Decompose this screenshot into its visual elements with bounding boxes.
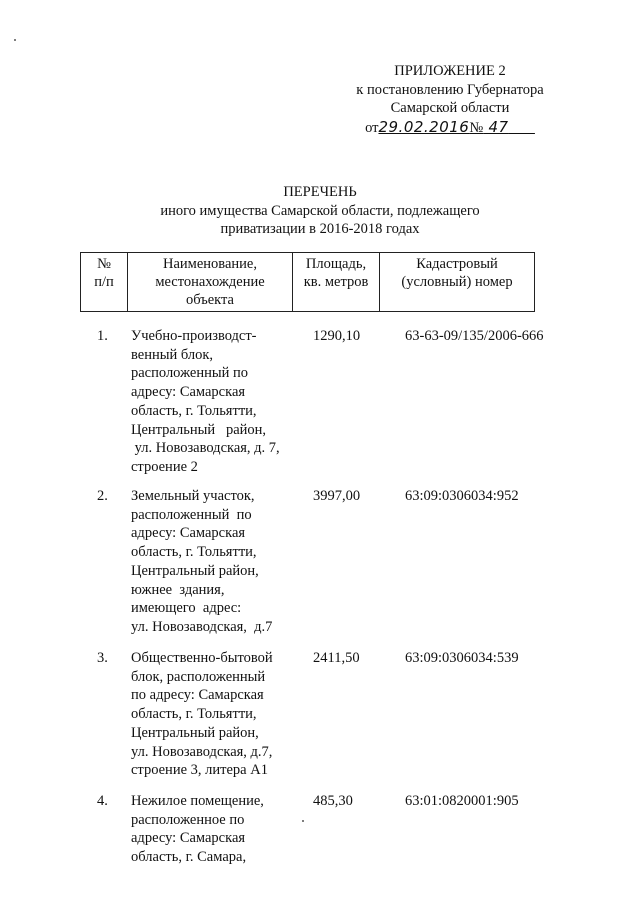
- scan-speck: [302, 820, 304, 822]
- row-2-cadastral: 63:09:0306034:952: [405, 488, 519, 504]
- document-title: [100, 183, 540, 239]
- row-4-cadastral: 63:01:0820001:905: [405, 793, 519, 809]
- appendix-title: ПРИЛОЖЕНИЕ 2: [394, 63, 506, 79]
- title-line-3: приватизации в 2016-2018 годах: [220, 221, 420, 237]
- row-1-cadastral: 63-63-09/135/2006-666: [405, 328, 544, 344]
- date-prefix: от: [365, 119, 379, 136]
- row-4-number: 4.: [97, 793, 108, 809]
- row-3-cadastral: 63:09:0306034:539: [405, 650, 519, 666]
- appendix-block: [340, 62, 560, 137]
- row-3-number: 3.: [97, 650, 108, 666]
- number-value: 47: [488, 117, 509, 136]
- row-4-name: Нежилое помещение, расположенное по адресу: Самарская область, г. Самара,: [131, 793, 264, 866]
- row-2-number: 2.: [97, 488, 108, 504]
- header-name: Наименование, местонахождение объекта: [128, 253, 293, 312]
- header-cadastral: Кадастровый (условный) номер: [380, 253, 535, 312]
- header-number: № п/п: [81, 253, 128, 312]
- scan-speck: [14, 39, 16, 41]
- row-2-name: Земельный участок, расположенный по адресу: Самарская область, г. Тольятти, Центральный район, южнее здания, имеющего адрес: ул. Новозаводская, д.7: [131, 488, 273, 635]
- row-4-area: 485,30: [313, 793, 353, 809]
- title-line-2: иного имущества Самарской области, подлежащего: [160, 202, 480, 219]
- header-area: Площадь, кв. метров: [293, 253, 380, 312]
- date-value: 29.02.2016: [378, 117, 470, 136]
- table-header: [80, 252, 535, 312]
- appendix-line-region: Самарской области: [390, 100, 510, 116]
- row-1-name: Учебно-производст- венный блок, расположенный по адресу: Самарская область, г. Тольятти, Центральный район, ул. Новозаводская, д. 7, строение 2: [131, 328, 280, 475]
- title-heading: ПЕРЕЧЕНЬ: [283, 184, 357, 200]
- appendix-date-line: [340, 118, 560, 138]
- row-3-name: Общественно-бытовой блок, расположенный по адресу: Самарская область, г. Тольятти, Центральный район, ул. Новозаводская, д.7, строение 3, литера А1: [131, 650, 273, 779]
- row-2-area: 3997,00: [313, 488, 361, 504]
- appendix-line-decree: к постановлению Губернатора: [356, 81, 544, 98]
- row-1-area: 1290,10: [313, 328, 361, 344]
- row-1-number: 1.: [97, 328, 108, 344]
- row-3-area: 2411,50: [313, 650, 360, 666]
- number-prefix: №: [469, 119, 484, 136]
